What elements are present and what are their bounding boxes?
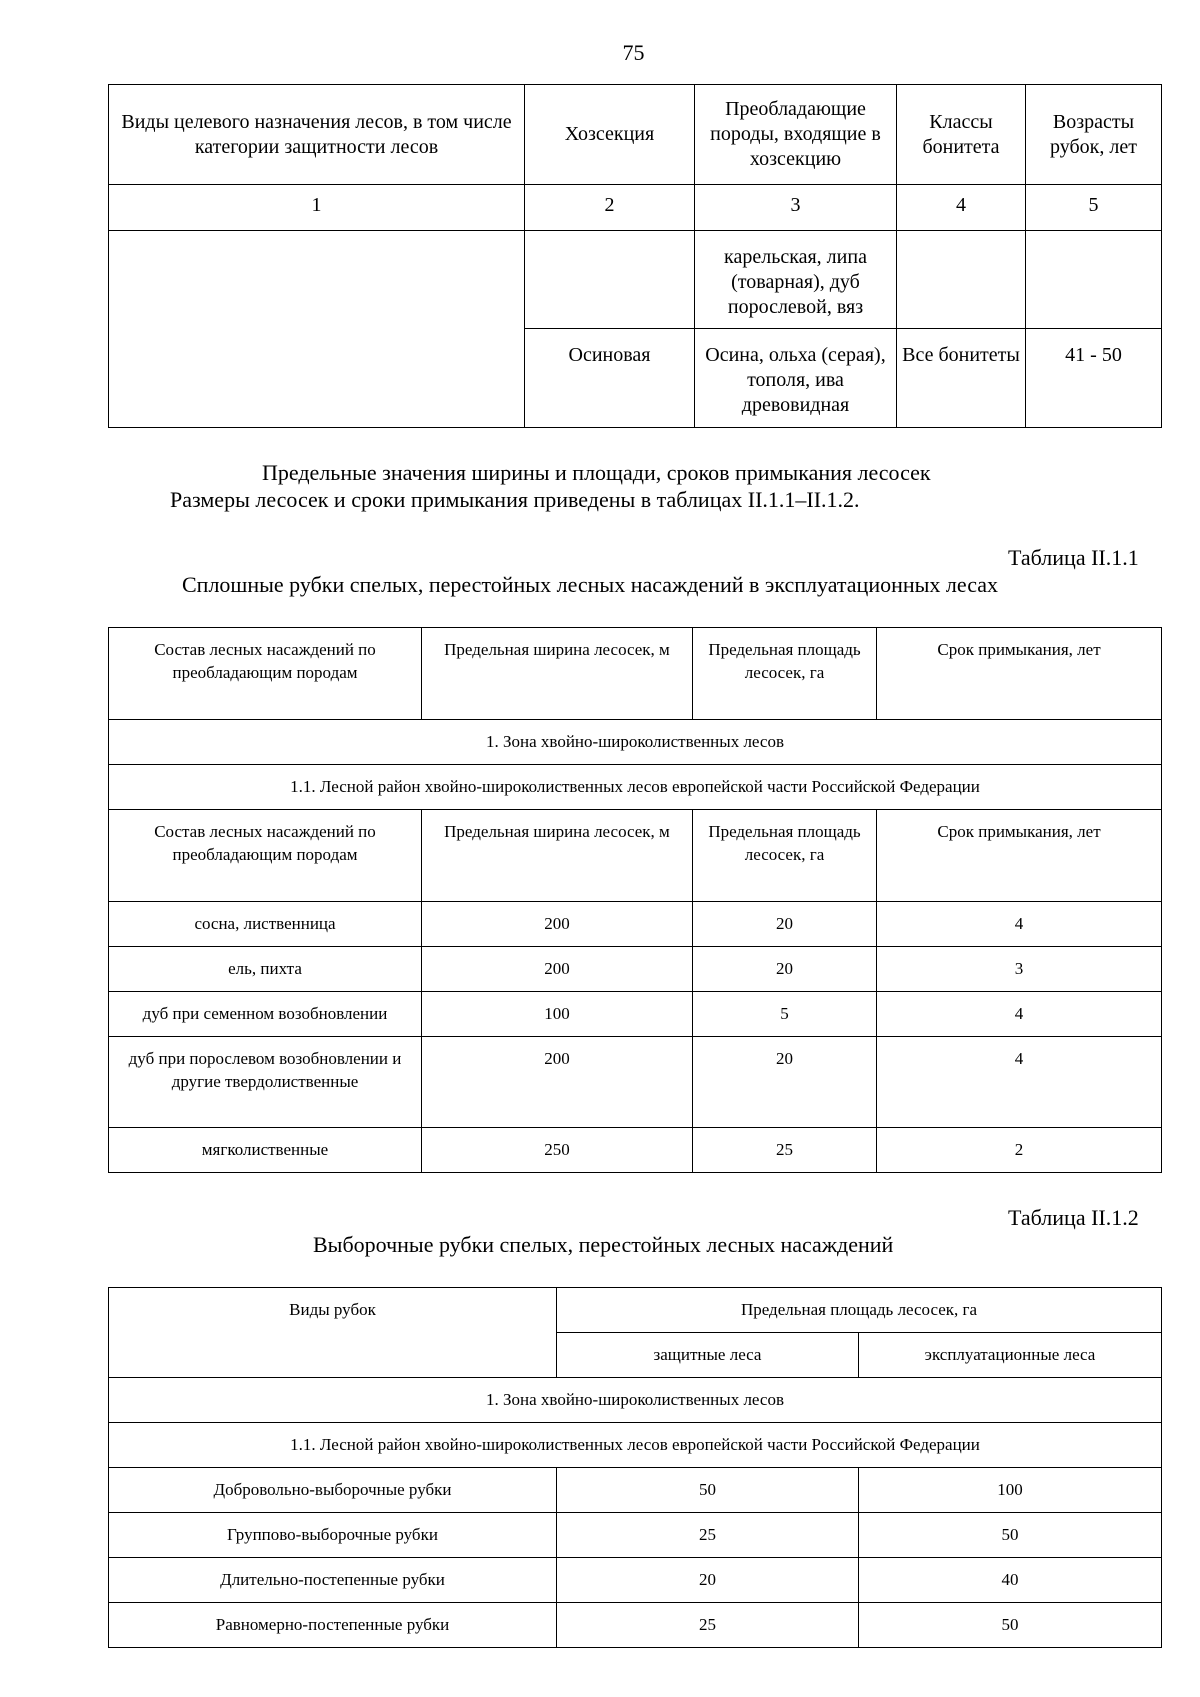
table-cell: 20 [693, 902, 877, 947]
table-cell: 25 [693, 1128, 877, 1173]
table-cell: дуб при семенном возобновлении [109, 992, 422, 1037]
table-cell: Равномерно-постепенные рубки [109, 1603, 557, 1648]
column-number: 5 [1026, 185, 1162, 231]
table-cell: карельская, липа (товарная), дуб порослевой, вяз [695, 231, 897, 329]
header-cell: Виды рубок [109, 1288, 557, 1378]
table-cell [525, 231, 695, 329]
header-cell: Предельная площадь лесосек, га [557, 1288, 1162, 1333]
header-cell: Классы бонитета [897, 85, 1026, 185]
table-row [109, 1558, 1162, 1603]
header-cell: Виды целевого назначения лесов, в том числе категории защитности лесов [109, 85, 525, 185]
header-cell: Предельная ширина лесосек, м [422, 628, 693, 720]
region-row [109, 765, 1162, 810]
table-cell: 4 [877, 1037, 1162, 1128]
region-cell: 1.1. Лесной район хвойно-широколиственных лесов европейской части Российской Федерации [109, 1423, 1162, 1468]
table-row [109, 1513, 1162, 1558]
table-cell: 50 [859, 1513, 1162, 1558]
table-cell: мягколиственные [109, 1128, 422, 1173]
zone-cell: 1. Зона хвойно-широколиственных лесов [109, 1378, 1162, 1423]
table-cell: Длительно-постепенные рубки [109, 1558, 557, 1603]
table-cell: 50 [859, 1603, 1162, 1648]
table-row [109, 947, 1162, 992]
zone-row [109, 1378, 1162, 1423]
table-cell: сосна, лиственница [109, 902, 422, 947]
region-row [109, 1423, 1162, 1468]
table-cell: 5 [693, 992, 877, 1037]
table-header-row [109, 1288, 1162, 1333]
header-cell: защитные леса [557, 1333, 859, 1378]
zone-row [109, 720, 1162, 765]
table-row [109, 902, 1162, 947]
column-number: 3 [695, 185, 897, 231]
table-row [109, 1468, 1162, 1513]
table-cell [1026, 231, 1162, 329]
table-cell: 40 [859, 1558, 1162, 1603]
table-label: Таблица II.1.2 [1008, 1205, 1139, 1230]
column-number: 4 [897, 185, 1026, 231]
header-cell: Возрасты рубок, лет [1026, 85, 1162, 185]
table-cell: 250 [422, 1128, 693, 1173]
selective-cutting-table [108, 1287, 1162, 1648]
table-title: Сплошные рубки спелых, перестойных лесных насаждений в эксплуатационных лесах [182, 572, 999, 597]
table-cell: 100 [859, 1468, 1162, 1513]
table-cell: Осина, ольха (серая), тополя, ива древовидная [695, 329, 897, 428]
table-cell: Все бонитеты [897, 329, 1026, 428]
table-cell: 4 [877, 902, 1162, 947]
table-cell: 41 - 50 [1026, 329, 1162, 428]
table-cell: 100 [422, 992, 693, 1037]
header-cell: эксплуатационные леса [859, 1333, 1162, 1378]
continuation-table [108, 84, 1162, 428]
table-header-row [109, 628, 1162, 720]
table-cell: 200 [422, 947, 693, 992]
table-cell: 2 [877, 1128, 1162, 1173]
header-cell: Срок примыкания, лет [877, 810, 1162, 902]
table-cell: 4 [877, 992, 1162, 1037]
table-cell: дуб при порослевом возобновлении и другие твердолиственные [109, 1037, 422, 1128]
region-cell: 1.1. Лесной район хвойно-широколиственных лесов европейской части Российской Федерации [109, 765, 1162, 810]
table-header-row [109, 85, 1162, 185]
header-cell: Предельная площадь лесосек, га [693, 810, 877, 902]
table-cell [109, 231, 525, 428]
header-cell: Хозсекция [525, 85, 695, 185]
column-number-row [109, 185, 1162, 231]
table-row [109, 992, 1162, 1037]
table-row [109, 1037, 1162, 1128]
section-subheading: Размеры лесосек и сроки примыкания приведены в таблицах II.1.1–II.1.2. [170, 487, 860, 512]
table-cell: 200 [422, 1037, 693, 1128]
table-cell: 20 [693, 947, 877, 992]
table-row [109, 231, 1162, 329]
header-cell: Состав лесных насаждений по преобладающим породам [109, 628, 422, 720]
table-cell: Осиновая [525, 329, 695, 428]
table-cell: 25 [557, 1603, 859, 1648]
header-cell: Предельная ширина лесосек, м [422, 810, 693, 902]
header-cell: Состав лесных насаждений по преобладающим породам [109, 810, 422, 902]
table-cell: 200 [422, 902, 693, 947]
column-number: 2 [525, 185, 695, 231]
table-cell: 50 [557, 1468, 859, 1513]
table-cell [897, 231, 1026, 329]
table-cell: 25 [557, 1513, 859, 1558]
page-number: 75 [622, 40, 645, 65]
table-cell: 3 [877, 947, 1162, 992]
table-label: Таблица II.1.1 [1008, 545, 1139, 570]
table-header-row-repeat [109, 810, 1162, 902]
table-title: Выборочные рубки спелых, перестойных лесных насаждений [313, 1232, 894, 1257]
clearcut-table [108, 627, 1162, 1173]
table-cell: 20 [693, 1037, 877, 1128]
zone-cell: 1. Зона хвойно-широколиственных лесов [109, 720, 1162, 765]
header-cell: Преобладающие породы, входящие в хозсекцию [695, 85, 897, 185]
section-heading: Предельные значения ширины и площади, сроков примыкания лесосек [262, 460, 931, 485]
table-cell: Группово-выборочные рубки [109, 1513, 557, 1558]
column-number: 1 [109, 185, 525, 231]
table-row [109, 1603, 1162, 1648]
table-cell: ель, пихта [109, 947, 422, 992]
header-cell: Срок примыкания, лет [877, 628, 1162, 720]
table-cell: Добровольно-выборочные рубки [109, 1468, 557, 1513]
table-cell: 20 [557, 1558, 859, 1603]
table-row [109, 1128, 1162, 1173]
header-cell: Предельная площадь лесосек, га [693, 628, 877, 720]
